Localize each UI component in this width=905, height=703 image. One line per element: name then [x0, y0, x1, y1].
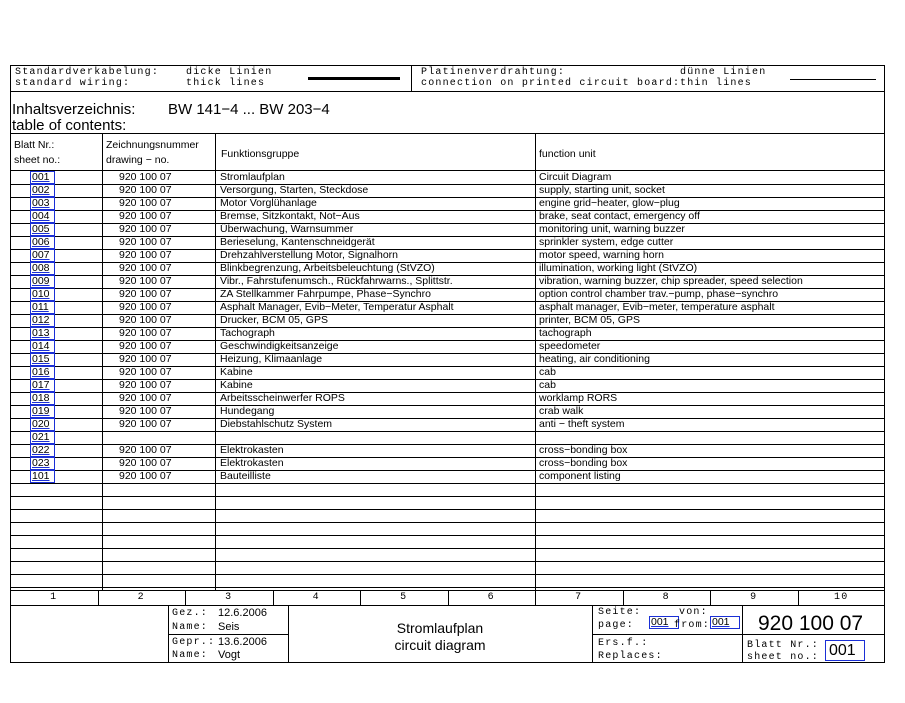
function-group-de: Bremse, Sitzkontakt, Not−Aus — [220, 210, 360, 222]
function-group-de: Elektrokasten — [220, 457, 284, 469]
sheet-link-009[interactable]: 009 — [30, 275, 55, 288]
sheet-link-017[interactable]: 017 — [30, 379, 55, 392]
empty-row-rule — [10, 574, 885, 575]
ruler-tick — [273, 590, 274, 605]
tb-from-link[interactable]: 001 — [710, 616, 740, 629]
ruler-label: 3 — [225, 592, 233, 603]
tb-page-link[interactable]: 001 — [649, 616, 679, 629]
drawing-number: 920 100 07 — [119, 314, 172, 326]
sheet-link-015[interactable]: 015 — [30, 353, 55, 366]
sheet-link-016[interactable]: 016 — [30, 366, 55, 379]
tb-drawing-number: 920 100 07 — [758, 612, 864, 635]
tb-seite-label: Seite: — [598, 607, 642, 618]
legend-std-en: standard wiring: — [15, 78, 131, 89]
tb-name2: Vogt — [218, 649, 241, 661]
drawing-number: 920 100 07 — [119, 418, 172, 430]
ruler-tick — [798, 590, 799, 605]
drawing-number: 920 100 07 — [119, 444, 172, 456]
sheet-link-022[interactable]: 022 — [30, 444, 55, 457]
function-group-de: Blinkbegrenzung, Arbeitsbeleuchtung (StVZO) — [220, 262, 435, 274]
function-unit-en: asphalt manager, Evib−meter, temperature asphalt — [539, 301, 775, 313]
drawing-number: 920 100 07 — [119, 327, 172, 339]
legend-board-de: Platinenverdrahtung: — [421, 67, 566, 78]
function-group-de: Kabine — [220, 366, 253, 378]
legend-thick-de: dicke Linien — [186, 67, 273, 78]
function-group-de: Drucker, BCM 05, GPS — [220, 314, 328, 326]
drawing-number: 920 100 07 — [119, 353, 172, 365]
col-group-de: Funktionsgruppe — [221, 148, 300, 160]
toc-title-rule — [10, 133, 885, 134]
drawing-number: 920 100 07 — [119, 275, 172, 287]
tb-sheet-link[interactable]: 001 — [825, 640, 865, 661]
tb-von-label: von: — [679, 607, 708, 618]
function-unit-en: option control chamber trav.−pump, phase−synchro — [539, 288, 779, 300]
function-unit-en: speedometer — [539, 340, 601, 352]
legend-divider — [411, 65, 412, 91]
function-unit-en: sprinkler system, edge cutter — [539, 236, 674, 248]
function-unit-en: worklamp RORS — [539, 392, 618, 404]
drawing-number: 920 100 07 — [119, 405, 172, 417]
drawing-number: 920 100 07 — [119, 470, 172, 482]
ruler-tick — [185, 590, 186, 605]
col-sheet-de: Blatt Nr.: — [14, 139, 55, 151]
function-unit-en: cab — [539, 379, 556, 391]
drawing-number: 920 100 07 — [119, 184, 172, 196]
function-unit-en: cab — [539, 366, 556, 378]
tb-gepr-label: Gepr.: — [172, 637, 216, 648]
drawing-number: 920 100 07 — [119, 379, 172, 391]
legend-board-en: connection on printed circuit board: — [421, 78, 681, 89]
function-group-de: Kabine — [220, 379, 253, 391]
tb-name1: Seis — [218, 621, 240, 633]
tb-gepr-date: 13.6.2006 — [218, 636, 267, 648]
ruler-label: 1 — [50, 592, 58, 603]
empty-row-rule — [10, 548, 885, 549]
function-group-de: ZA Stellkammer Fahrpumpe, Phase−Synchro — [220, 288, 431, 300]
thin-line-sample — [790, 79, 876, 80]
drawing-number: 920 100 07 — [119, 457, 172, 469]
tb-blatt-label: Blatt Nr.: — [747, 640, 820, 651]
tb-title-en: circuit diagram — [394, 637, 486, 653]
ruler-tick — [448, 590, 449, 605]
sheet-link-019[interactable]: 019 — [30, 405, 55, 418]
sheet-link-010[interactable]: 010 — [30, 288, 55, 301]
empty-row-rule — [10, 522, 885, 523]
sheet-link-013[interactable]: 013 — [30, 327, 55, 340]
drawing-number: 920 100 07 — [119, 236, 172, 248]
drawing-number: 920 100 07 — [119, 197, 172, 209]
ruler-label: 2 — [137, 592, 145, 603]
function-unit-en: motor speed, warning horn — [539, 249, 664, 261]
legend-bottom-rule — [10, 91, 885, 92]
function-group-de: Berieselung, Kantenschneidgerät — [220, 236, 375, 248]
ruler-tick — [623, 590, 624, 605]
function-group-de: Stromlaufplan — [220, 171, 285, 183]
ruler-label: 7 — [575, 592, 583, 603]
drawing-number: 920 100 07 — [119, 288, 172, 300]
ruler-bottom-rule — [10, 605, 885, 606]
tb-name2-label: Name: — [172, 650, 209, 661]
tb-rule-left — [168, 634, 288, 635]
function-group-de: Versorgung, Starten, Steckdose — [220, 184, 369, 196]
function-group-de: Asphalt Manager, Evib−Meter, Temperatur Asphalt — [220, 301, 454, 313]
function-group-de: Elektrokasten — [220, 444, 284, 456]
ruler-label: 5 — [400, 592, 408, 603]
ruler-label: 8 — [662, 592, 670, 603]
function-unit-en: heating, air conditioning — [539, 353, 650, 365]
drawing-number: 920 100 07 — [119, 366, 172, 378]
ruler-label: 6 — [487, 592, 495, 603]
ruler-label: 10 — [834, 592, 849, 603]
sheet-link-023[interactable]: 023 — [30, 457, 55, 470]
toc-title-de: Inhaltsverzeichnis: — [12, 101, 136, 118]
function-group-de: Vibr., Fahrstufenumsch., Rückfahrwarns., Splittstr. — [220, 275, 453, 287]
sheet-link-018[interactable]: 018 — [30, 392, 55, 405]
function-unit-en: component listing — [539, 470, 621, 482]
empty-row-rule — [10, 561, 885, 562]
col-unit-en: function unit — [539, 148, 596, 160]
legend-std-de: Standardverkabelung: — [15, 67, 160, 78]
function-group-de: Drehzahlverstellung Motor, Signalhorn — [220, 249, 399, 261]
drawing-number: 920 100 07 — [119, 340, 172, 352]
legend-thin-de: dünne Linien — [680, 67, 767, 78]
function-group-de: Hundegang — [220, 405, 275, 417]
sheet-link-007[interactable]: 007 — [30, 249, 55, 262]
function-group-de: Heizung, Klimaanlage — [220, 353, 323, 365]
empty-row-rule — [10, 587, 885, 588]
function-unit-en: anti − theft system — [539, 418, 625, 430]
tb-title-de: Stromlaufplan — [396, 620, 484, 636]
drawing-number: 920 100 07 — [119, 392, 172, 404]
function-unit-en: engine grid−heater, glow−plug — [539, 197, 680, 209]
row-rule — [10, 483, 885, 484]
col-sheet-en: sheet no.: — [14, 154, 61, 166]
tb-page-label: page: — [598, 620, 635, 631]
empty-row-rule — [10, 509, 885, 510]
row-rule — [10, 431, 885, 432]
function-unit-en: cross−bonding box — [539, 444, 628, 456]
ruler-tick — [360, 590, 361, 605]
tb-gez-date: 12.6.2006 — [218, 607, 267, 619]
drawing-number: 920 100 07 — [119, 249, 172, 261]
empty-row-rule — [10, 496, 885, 497]
drawing-number: 920 100 07 — [119, 171, 172, 183]
sheet-link-001[interactable]: 001 — [30, 171, 55, 184]
function-group-de: Arbeitsscheinwerfer ROPS — [220, 392, 345, 404]
function-unit-en: tachograph — [539, 327, 592, 339]
ruler-label: 9 — [750, 592, 758, 603]
sheet-link-011[interactable]: 011 — [30, 301, 55, 314]
function-unit-en: illumination, working light (StVZO) — [539, 262, 698, 274]
tb-name1-label: Name: — [172, 622, 209, 633]
sheet-link-014[interactable]: 014 — [30, 340, 55, 353]
function-group-de: Diebstahlschutz System — [220, 418, 333, 430]
function-unit-en: vibration, warning buzzer, chip spreader, speed selection — [539, 275, 803, 287]
toc-title-en: table of contents: — [12, 117, 127, 134]
sheet-link-005[interactable]: 005 — [30, 223, 55, 236]
sheet-link-006[interactable]: 006 — [30, 236, 55, 249]
sheet-link-101[interactable]: 101 — [30, 470, 55, 483]
empty-row-rule — [10, 535, 885, 536]
function-unit-en: cross−bonding box — [539, 457, 628, 469]
function-group-de: Überwachung, Warnsummer — [220, 223, 354, 235]
function-unit-en: Circuit Diagram — [539, 171, 612, 183]
function-group-de: Motor Vorglühanlage — [220, 197, 317, 209]
function-group-de: Bauteilliste — [220, 470, 271, 482]
toc-range: BW 141−4 ... BW 203−4 — [168, 101, 330, 118]
col-drawing-de: Zeichnungsnummer — [106, 139, 199, 151]
ruler-label: 4 — [312, 592, 320, 603]
sheet-link-003[interactable]: 003 — [30, 197, 55, 210]
tb-replaces-label: Replaces: — [598, 651, 663, 662]
legend-thin-en: thin lines — [680, 78, 753, 89]
function-unit-en: supply, starting unit, socket — [539, 184, 665, 196]
sheet-link-008[interactable]: 008 — [30, 262, 55, 275]
drawing-number: 920 100 07 — [119, 223, 172, 235]
function-unit-en: brake, seat contact, emergency off — [539, 210, 700, 222]
sheet-link-002[interactable]: 002 — [30, 184, 55, 197]
drawing-number: 920 100 07 — [119, 210, 172, 222]
tb-ersf-label: Ers.f.: — [598, 638, 649, 649]
col-drawing-en: drawing − no. — [106, 154, 170, 166]
drawing-number: 920 100 07 — [119, 301, 172, 313]
ruler-tick — [98, 590, 99, 605]
tb-sheetno-label: sheet no.: — [747, 652, 820, 663]
tb-from-label: from: — [674, 620, 711, 631]
function-unit-en: crab walk — [539, 405, 584, 417]
function-group-de: Geschwindigkeitsanzeige — [220, 340, 339, 352]
function-unit-en: monitoring unit, warning buzzer — [539, 223, 685, 235]
thick-line-sample — [308, 77, 400, 80]
sheet-link-021[interactable]: 021 — [30, 431, 55, 444]
sheet-link-004[interactable]: 004 — [30, 210, 55, 223]
sheet-link-012[interactable]: 012 — [30, 314, 55, 327]
ruler-tick — [535, 590, 536, 605]
tb-gez-label: Gez.: — [172, 608, 209, 619]
drawing-number: 920 100 07 — [119, 262, 172, 274]
function-unit-en: printer, BCM 05, GPS — [539, 314, 640, 326]
sheet-link-020[interactable]: 020 — [30, 418, 55, 431]
ruler-tick — [710, 590, 711, 605]
function-group-de: Tachograph — [220, 327, 275, 339]
legend-thick-en: thick lines — [186, 78, 266, 89]
